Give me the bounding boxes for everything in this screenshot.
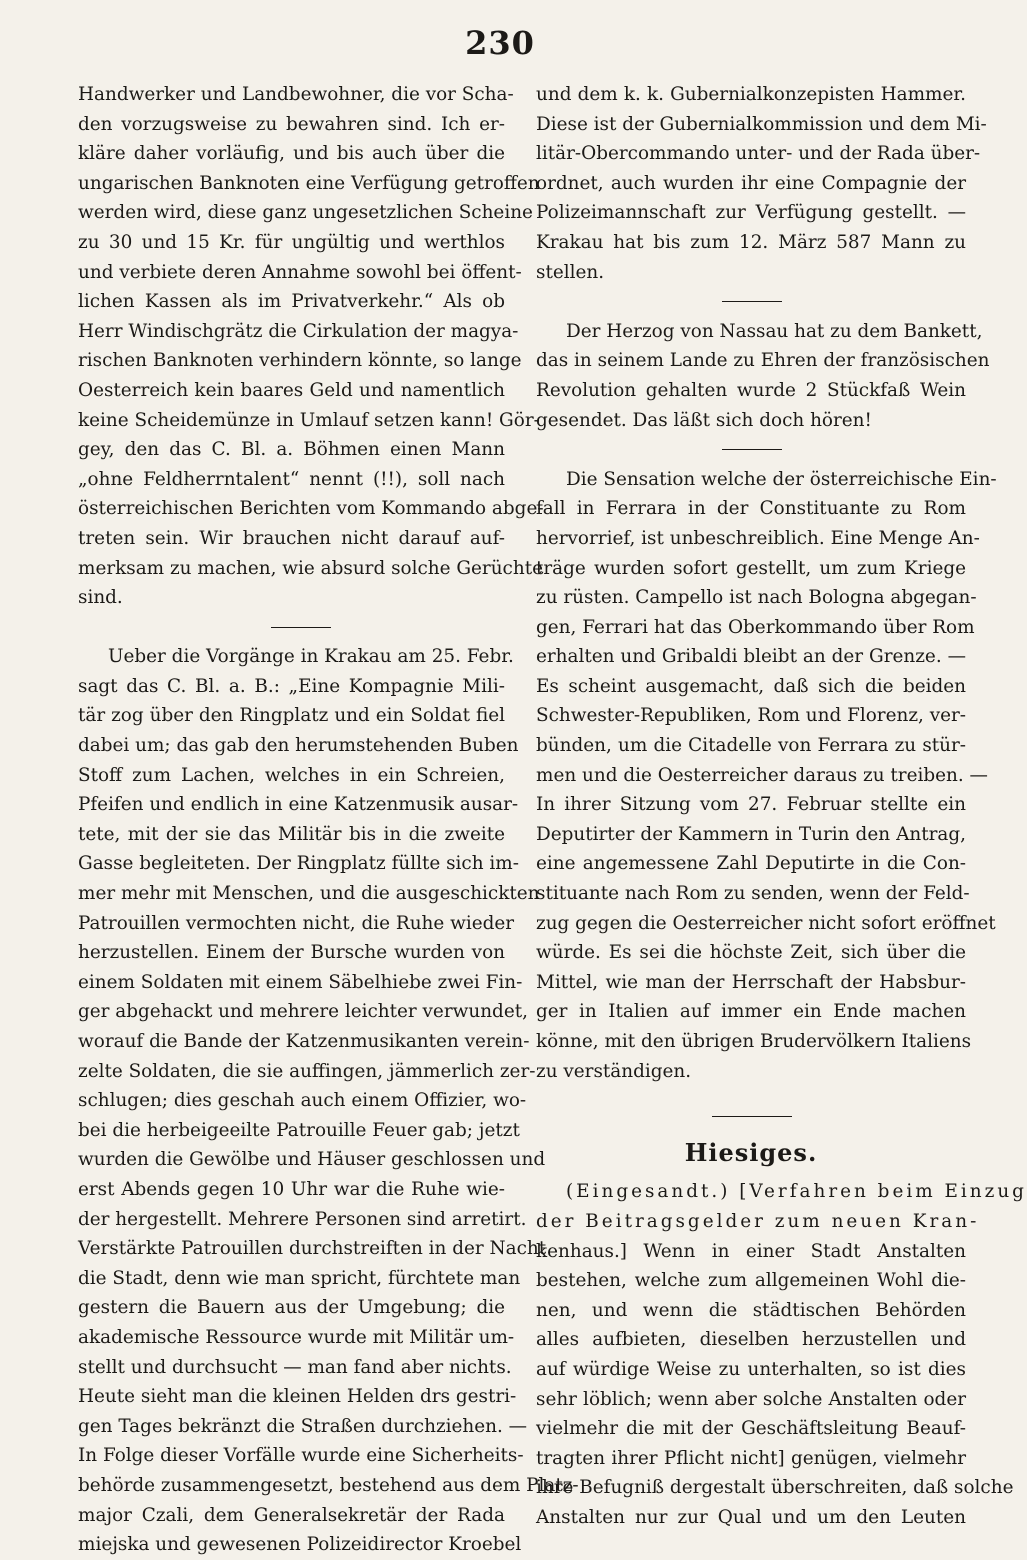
divider-rule (722, 449, 782, 450)
text-line: bestehen, welche zum allgemeinen Wohl die- (536, 1270, 966, 1292)
text-line: erhalten und Gribaldi bleibt an der Grenze. — (536, 646, 966, 668)
text-line: Herr Windischgrätz die Cirkulation der magya- (78, 320, 519, 342)
text-line: behörde zusammengesetzt, bestehend aus dem Platz- (78, 1474, 579, 1496)
text-line: die Stadt, denn wie man spricht, fürchtete man (78, 1267, 521, 1289)
text-line: auf würdige Weise zu unterhalten, so ist dies (536, 1358, 966, 1380)
text-line: bünden, um die Citadelle von Ferrara zu stür- (536, 735, 966, 757)
paragraph-nassau (536, 317, 990, 435)
text-line: wurden die Gewölbe und Häuser geschlossen und (78, 1149, 546, 1171)
text-line: dabei um; das gab den herumstehenden Buben (78, 735, 519, 757)
text-line: worauf die Bande der Katzenmusikanten verein- (78, 1031, 530, 1052)
text-line: sehr löblich; wenn aber solche Anstalten oder (536, 1388, 966, 1410)
text-line: das in seinem Lande zu Ehren der französischen (536, 350, 990, 372)
text-line: und verbiete deren Annahme sowohl bei öffent- (78, 261, 522, 283)
text-line: österreichischen Berichten vom Kommando abge- (78, 498, 544, 520)
text-line: Heute sieht man die kleinen Helden drs gestri- (78, 1386, 517, 1408)
text-line: hervorrief, ist unbeschreiblich. Eine Menge An- (536, 527, 980, 549)
text-line: In Folge dieser Vorfälle wurde eine Sicherheits- (78, 1445, 524, 1467)
text-line: sind. (78, 587, 123, 609)
text-line: kläre daher vorläufig, und bis auch über die (78, 143, 505, 165)
text-line: Stoff zum Lachen, welches in ein Schreien, (78, 764, 505, 786)
text-line: herzustellen. Einem der Bursche wurden von (78, 942, 505, 964)
text-line: sagt das C. Bl. a. B.: „Eine Kompagnie Mili- (78, 675, 505, 697)
text-line: major Czali, dem Generalsekretär der Rada (78, 1504, 505, 1526)
text-line: alles aufbieten, dieselben herzustellen und (536, 1329, 966, 1351)
text-line: gesendet. Das läßt sich doch hören! (536, 409, 872, 431)
text-line: zu 30 und 15 Kr. für ungültig und werthlos (78, 231, 505, 253)
text-line: und dem k. k. Gubernialkonzepisten Hammer. (536, 84, 966, 105)
text-line: akademische Ressource wurde mit Militär um- (78, 1326, 515, 1348)
text-line: könne, mit den übrigen Brudervölkern Italiens (536, 1031, 972, 1052)
section-divider (78, 613, 505, 643)
text-line: Gasse begleiteten. Der Ringplatz füllte sich im- (78, 853, 519, 875)
text-line: Pfeifen und endlich in eine Katzenmusik ausar- (78, 794, 519, 816)
text-line: eine angemessene Zahl Deputirte in die Con- (536, 853, 966, 875)
text-line: Anstalten nur zur Qual und um den Leuten (536, 1506, 966, 1528)
paragraph-hammer (536, 80, 987, 287)
text-line: lichen Kassen als im Privatverkehr.“ Als ob (78, 291, 505, 313)
text-line: tragten ihrer Pflicht nicht] genügen, vielmehr (536, 1447, 966, 1469)
section-divider (536, 1102, 966, 1132)
text-line: In ihrer Sitzung vom 27. Februar stellte ein (536, 794, 966, 816)
text-line: vielmehr die mit der Geschäftsleitung Beauf- (536, 1418, 966, 1440)
divider-rule (712, 1116, 792, 1117)
text-line: träge wurden sofort gestellt, um zum Kriege (536, 557, 966, 579)
text-line: Der Herzog von Nassau hat zu dem Bankett, (566, 320, 983, 342)
text-line: tete, mit der sie das Militär bis in die zweite (78, 823, 505, 845)
text-line: zu verständigen. (536, 1060, 692, 1082)
text-line: gey, den das C. Bl. a. Böhmen einen Mann (78, 439, 505, 461)
text-line: Es scheint ausgemacht, daß sich die beiden (536, 675, 966, 697)
text-line: der hergestellt. Mehrere Personen sind arretirt. (78, 1208, 527, 1230)
right-column (536, 80, 1027, 1533)
text-line: stellt und durchsucht — man fand aber nichts. (78, 1356, 512, 1378)
divider-rule (271, 627, 331, 628)
spacer (536, 1086, 966, 1102)
text-line: werden wird, diese ganz ungesetzlichen Scheine (78, 202, 533, 224)
text-line: gestern die Bauern aus der Umgebung; die (78, 1297, 505, 1319)
text-line: „ohne Feldherrntalent“ nennt (!!), soll nach (78, 468, 505, 490)
text-line: erst Abends gegen 10 Uhr war die Ruhe wie- (78, 1178, 505, 1200)
text-line: fall in Ferrara in der Constituante zu Rom (536, 498, 966, 520)
text-line: keine Scheidemünze in Umlauf setzen kann! Gör- (78, 409, 540, 431)
text-line: Oesterreich kein baares Geld und namentlich (78, 379, 505, 401)
page-number: 230 (465, 24, 535, 62)
text-line: (Eingesandt.) [Verfahren beim Einzug (566, 1181, 1027, 1203)
text-line: bei die herbeigeeilte Patrouille Feuer gab; jetzt (78, 1119, 520, 1141)
text-line: würde. Es sei die höchste Zeit, sich über die (536, 942, 966, 964)
text-line: gen Tages bekränzt die Straßen durchziehen. — (78, 1415, 528, 1437)
text-line: stellen. (536, 261, 605, 283)
section-heading: Hiesiges. (684, 1137, 818, 1167)
text-line: Krakau hat bis zum 12. März 587 Mann zu (536, 231, 966, 253)
left-column (78, 80, 579, 1560)
text-line: ihre Befugniß dergestalt überschreiten, daß solche (536, 1477, 1014, 1499)
paragraph-windischgraetz (78, 80, 544, 613)
text-line: Verstärkte Patrouillen durchstreiften in der Nacht (78, 1238, 547, 1260)
text-line: zu rüsten. Campello ist nach Bologna abgegan- (536, 587, 977, 609)
text-line: Patrouillen vermochten nicht, die Ruhe wieder (78, 912, 515, 934)
paragraph-krankenhaus (536, 1177, 1027, 1532)
paragraph-krakau (78, 642, 579, 1559)
text-line: Diese ist der Gubernialkommission und dem Mi- (536, 113, 987, 135)
text-line: ordnet, auch wurden ihr eine Compagnie der (536, 172, 966, 194)
text-line: schlugen; dies geschah auch einem Offizier, wo- (78, 1090, 527, 1112)
section-divider (536, 287, 966, 317)
text-line: einem Soldaten mit einem Säbelhiebe zwei Fin- (78, 971, 523, 993)
text-line: rischen Banknoten verhindern könnte, so lange (78, 350, 522, 372)
text-line: Polizeimannschaft zur Verfügung gestellt. — (536, 202, 966, 224)
text-line: ungarischen Banknoten eine Verfügung getroffen (78, 172, 540, 194)
text-line: treten sein. Wir brauchen nicht darauf auf- (78, 527, 505, 549)
text-line: zelte Soldaten, die sie auffingen, jämmerlich zer- (78, 1060, 536, 1082)
text-line: Mittel, wie man der Herrschaft der Habsbur- (536, 971, 966, 993)
text-line: kenhaus.] Wenn in einer Stadt Anstalten (536, 1240, 966, 1262)
section-divider (536, 435, 966, 465)
text-line: men und die Oesterreicher daraus zu treiben. — (536, 764, 988, 786)
text-line: nen, und wenn die städtischen Behörden (536, 1299, 966, 1321)
text-line: tär zog über den Ringplatz und ein Soldat fiel (78, 705, 505, 727)
text-line: miejska und gewesenen Polizeidirector Kroebel (78, 1534, 522, 1556)
text-line: Die Sensation welche der österreichische Ein- (566, 468, 997, 490)
text-line: gen, Ferrari hat das Oberkommando über Rom (536, 616, 975, 638)
divider-rule (722, 301, 782, 302)
text-line: stituante nach Rom zu senden, wenn der Feld- (536, 883, 970, 905)
text-line: merksam zu machen, wie absurd solche Gerüchte (78, 557, 543, 579)
text-line: Revolution gehalten wurde 2 Stückfaß Wein (536, 379, 966, 401)
paragraph-ferrara (536, 465, 997, 1086)
text-line: den vorzugsweise zu bewahren sind. Ich er- (78, 113, 505, 135)
text-line: ger abgehackt und mehrere leichter verwundet, (78, 1001, 528, 1023)
text-line: ger in Italien auf immer ein Ende machen (536, 1001, 966, 1023)
text-line: Ueber die Vorgänge in Krakau am 25. Febr. (108, 646, 514, 668)
text-line: litär-Obercommando unter- und der Rada über- (536, 143, 981, 165)
text-line: Schwester-Republiken, Rom und Florenz, ver- (536, 705, 966, 727)
text-line: Deputirter der Kammern in Turin den Antrag, (536, 823, 966, 845)
text-line: Handwerker und Landbewohner, die vor Scha- (78, 84, 514, 105)
text-line: mer mehr mit Menschen, und die ausgeschickten (78, 883, 540, 905)
text-line: der Beitragsgelder zum neuen Kran- (536, 1210, 980, 1232)
text-line: zug gegen die Oesterreicher nicht sofort eröffnet (536, 912, 996, 934)
